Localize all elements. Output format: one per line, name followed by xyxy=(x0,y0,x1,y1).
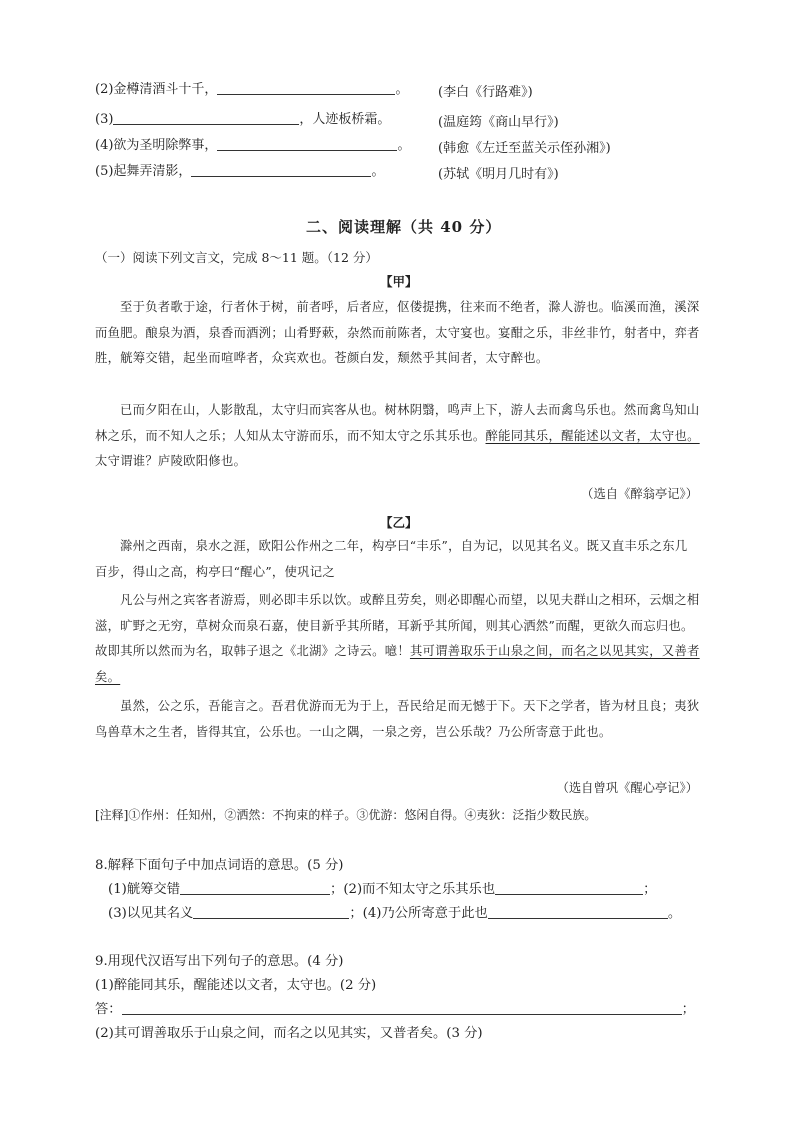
annotation-note: [注释]①作州：任知州，②洒然：不拘束的样子。③优游：悠闲自得。④夷狄：泛指少数民族。 xyxy=(95,808,597,822)
fill-source-3: (温庭筠《商山早行》) xyxy=(438,115,559,130)
section-title: 二、阅读理解（共 40 分） xyxy=(306,218,502,236)
fill-line-3: (3) ，人迹板桥霜。 xyxy=(95,112,391,127)
answer-blank[interactable] xyxy=(193,904,349,919)
passage-a-citation: （选自《醉翁亭记》） xyxy=(581,487,698,501)
passage-a-para2: 已而夕阳在山，人影散乱，太守归而宾客从也。树林阴翳，鸣声上下，游人去而禽鸟乐也。然而禽鸟知山林之乐，而不知人之乐；人知从太守游而乐，而不知太守之乐其乐也。醉能同其乐，醒能述以文者，太守也。太守谓谁？庐陵欧阳修也。 xyxy=(95,403,700,469)
answer-blank[interactable] xyxy=(217,136,397,151)
passage-b-para3: 虽然，公之乐，吾能言之。吾君优游而无为于上，吾民给足而无憾于下。天下之学者，皆为材且良；夷狄鸟兽草木之生者，皆得其宜，公乐也。一山之隅，一泉之旁，岂公乐哉？乃公所寄意于此也。 xyxy=(95,699,700,739)
q9-answer-line: 答： ； xyxy=(95,1002,695,1017)
q9-sub2: (2)其可谓善取乐于山泉之间，而名之以见其实，又普者矣。(3 分) xyxy=(95,1026,483,1041)
fill-source-4: (韩愈《左迁至蓝关示侄孙湘》) xyxy=(438,141,611,156)
answer-blank[interactable] xyxy=(113,110,299,125)
q9-title: 9.用现代汉语写出下列句子的意思。(4 分) xyxy=(95,954,344,969)
fill-line-2: (2)金樽清酒斗十千， 。 xyxy=(95,82,409,97)
passage-b-tag: 【乙】 xyxy=(380,515,418,530)
underlined-sentence: 醉能同其乐，醒能述以文者，太守也。 xyxy=(485,428,700,443)
fill-line-5: (5)起舞弄清影， 。 xyxy=(95,164,385,179)
answer-blank[interactable] xyxy=(180,880,330,895)
q8-row1: (1)觥筹交错 ；(2)而不知太守之乐其乐也 ； xyxy=(108,882,657,897)
answer-blank[interactable] xyxy=(495,880,643,895)
subsection-instruction: （一）阅读下列文言文，完成 8～11 题。（12 分） xyxy=(95,250,378,265)
q8-row2: (3)以见其名义 ；(4)乃公所寄意于此也 。 xyxy=(108,906,682,921)
fill-line-4: (4)欲为圣明除弊事， 。 xyxy=(95,138,411,153)
answer-blank[interactable] xyxy=(488,904,668,919)
fill-source-5: (苏轼《明月几时有》) xyxy=(438,167,559,182)
answer-blank[interactable] xyxy=(191,162,371,177)
underlined-sentence: 其可谓善取乐于山泉之间，而名之以见其实，又善者矣。 xyxy=(95,644,700,685)
passage-a-para1: 至于负者歌于途，行者休于树，前者呼，后者应，伛偻提携，往来而不绝者，滁人游也。临溪而渔，溪深而鱼肥。酿泉为酒，泉香而酒洌；山肴野蔌，杂然而前陈者，太守宴也。宴酣之乐，非丝非竹，射者中，弈者胜，觥筹交错，起坐而喧哗者，众宾欢也。苍颜白发，颓然乎其间者，太守醉也。 xyxy=(95,300,700,366)
fill-source-2: (李白《行路难》) xyxy=(438,85,533,100)
passage-a-tag: 【甲】 xyxy=(380,274,418,289)
answer-blank[interactable] xyxy=(122,1000,682,1015)
passage-b-para2: 凡公与州之宾客者游焉，则必即丰乐以饮。或醉且劳矣，则必即醒心而望，以见夫群山之相环，云烟之相滋，旷野之无穷，草树众而泉石嘉，使目新乎其所睹，耳新乎其所闻，则其心洒然”而醒，更欲久而忘归也。故即其所以然而为名，取韩子退之《北湖》之诗云。噫！其可谓善取乐于山泉之间，而名之以见其实，又善者矣。 xyxy=(95,593,700,685)
answer-blank[interactable] xyxy=(217,80,395,95)
passage-b-para1: 滁州之西南，泉水之涯，欧阳公作州之二年，构亭曰“丰乐”，自为记，以见其名义。既又直丰乐之东几百步，得山之高，构亭曰“醒心”，使巩记之 xyxy=(95,539,688,579)
passage-b-citation: （选自曾巩《醒心亭记》） xyxy=(556,781,698,795)
q8-title: 8.解释下面句子中加点词语的意思。(5 分) xyxy=(95,858,344,873)
q9-sub1: (1)醉能同其乐，醒能述以文者，太守也。(2 分) xyxy=(95,978,377,993)
